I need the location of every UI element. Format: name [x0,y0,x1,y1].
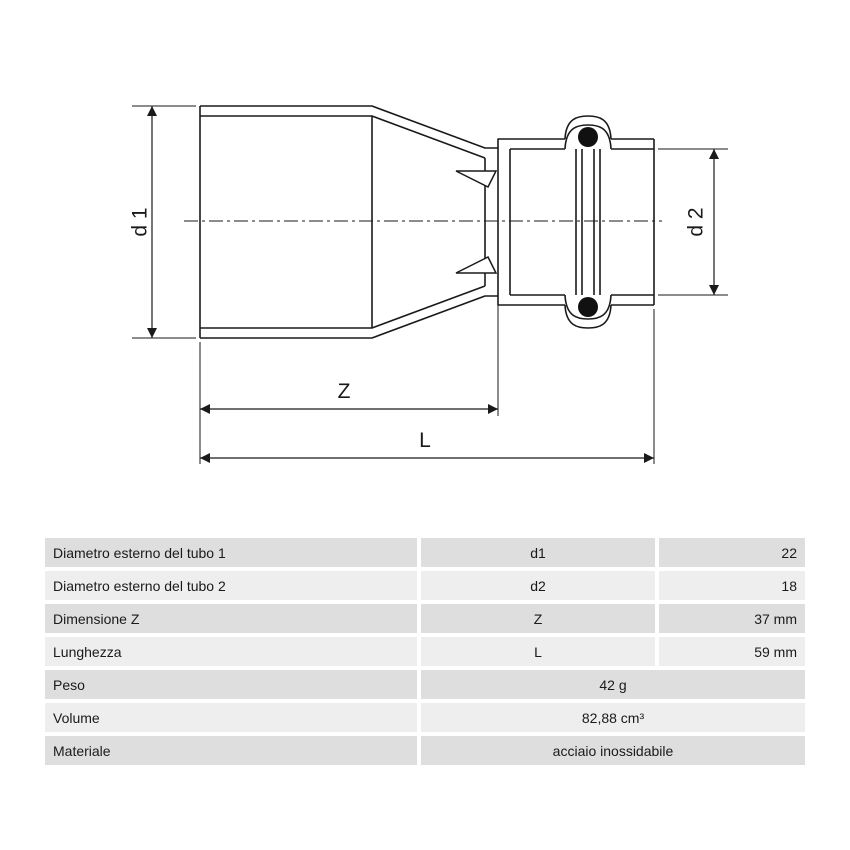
table-row [45,604,805,633]
spec-value: 18 [659,571,805,600]
spec-label: Lunghezza [45,637,421,666]
o-ring-bottom [578,297,598,317]
table-row [45,670,805,699]
spec-value: 42 g [421,670,805,699]
spec-label: Dimensione Z [45,604,421,633]
table-row [45,736,805,765]
table-row [45,538,805,567]
stop-markers [456,171,496,273]
spec-value: acciaio inossidabile [421,736,805,765]
specifications-table [45,534,805,769]
z-label: Z [337,380,351,403]
spec-label: Materiale [45,736,421,765]
spec-symbol: Z [421,604,659,633]
spec-symbol: d2 [421,571,659,600]
d2-label: d 2 [684,207,708,237]
spec-label: Diametro esterno del tubo 2 [45,571,421,600]
d1-label: d 1 [128,207,152,237]
table-row [45,571,805,600]
l-label: L [419,429,431,452]
table-row [45,637,805,666]
spec-value: 82,88 cm³ [421,703,805,732]
spec-label: Diametro esterno del tubo 1 [45,538,421,567]
spec-value: 22 [659,538,805,567]
spec-symbol: d1 [421,538,659,567]
spec-symbol: L [421,637,659,666]
table-row [45,703,805,732]
spec-label: Volume [45,703,421,732]
spec-label: Peso [45,670,421,699]
o-ring-top [578,127,598,147]
spec-value: 37 mm [659,604,805,633]
spec-value: 59 mm [659,637,805,666]
extension-lines [132,106,728,464]
